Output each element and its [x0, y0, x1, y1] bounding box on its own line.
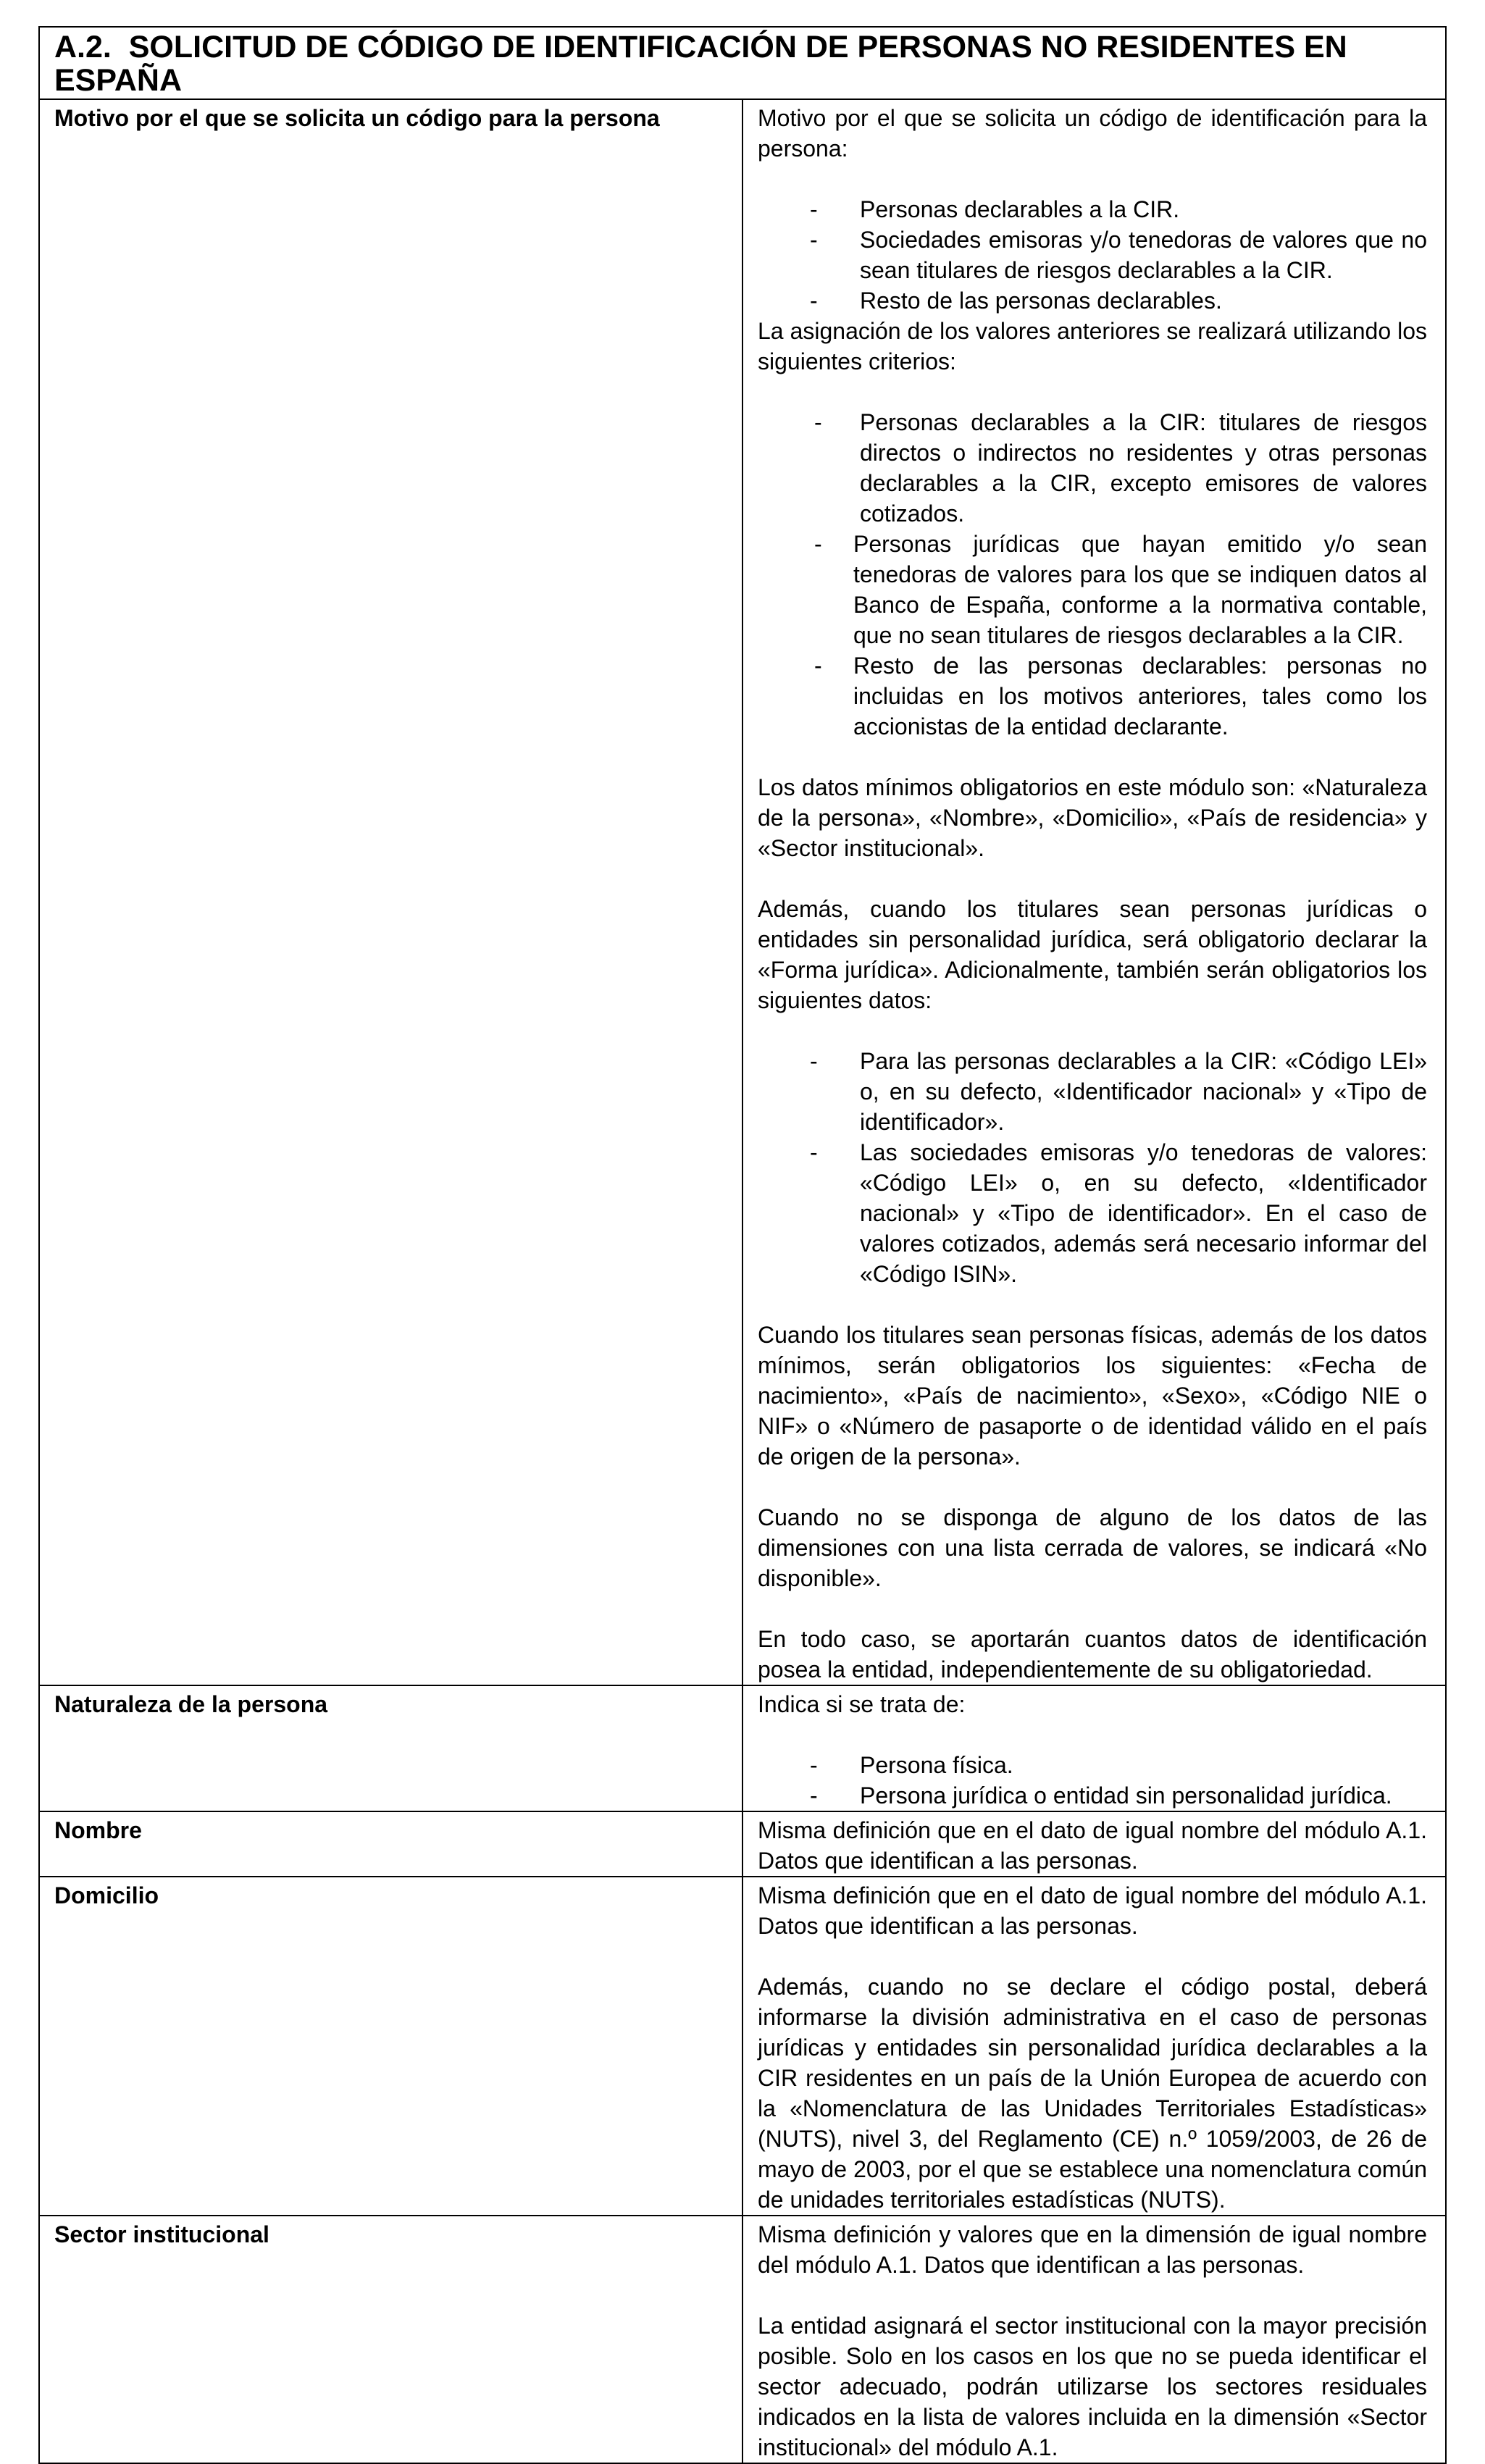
nombre-text: Misma definición que en el dato de igual nombre del módulo A.1. Datos que identifican a las personas.: [758, 1817, 1427, 1874]
all-cases-paragraph: En todo caso, se aportarán cuantos datos de identificación posea la entidad, independientemente de su obligatoriedad.: [758, 1626, 1427, 1683]
naturaleza-intro: Indica si se trata de:: [758, 1691, 966, 1717]
list-item: - Resto de las personas declarables.: [758, 285, 1427, 316]
list-item: - Personas jurídicas que hayan emitido y/o sean tenedoras de valores para los que se indiquen datos al Banco de España, conforme a la normativa contable, que no sean titulares de riesgos declarables a la CIR.: [758, 529, 1427, 650]
table-row: [39, 1877, 1446, 2216]
table-row: [39, 1685, 1446, 1811]
list-item: - Persona física.: [758, 1750, 1427, 1780]
row-label-domicilio: Domicilio: [39, 1877, 742, 2216]
domicilio-text-2: Además, cuando no se declare el código postal, deberá informarse la división administrativa en el caso de personas jurídicas y entidades sin personalidad jurídica declarables a la CIR residentes en un país de la Unión Europea de acuerdo con la «Nomenclatura de las Unidades Territoriales Estadísticas» (NUTS), nivel 3, del Reglamento (CE) n.º 1059/2003, de 26 de mayo de 2003, por el que se establece una nomenclatura común de unidades territoriales estadísticas (NUTS).: [758, 1974, 1427, 2213]
motivo-intro: Motivo por el que se solicita un código de identificación para la persona:: [758, 105, 1427, 162]
naturaleza-list: [758, 1750, 1427, 1811]
row-content-motivo: [742, 99, 1446, 1685]
list-item: - Personas declarables a la CIR: titulares de riesgos directos o indirectos no residentes y otras personas declarables a la CIR, excepto emisores de valores cotizados.: [758, 407, 1427, 529]
criteria-intro: La asignación de los valores anteriores se realizará utilizando los siguientes criterios:: [758, 318, 1427, 374]
criteria-list: [758, 407, 1427, 742]
list-item: - Las sociedades emisoras y/o tenedoras de valores: «Código LEI» o, en su defecto, «Identificador nacional» y «Tipo de identificador». En el caso de valores cotizados, además será necesario informar del «Código ISIN».: [758, 1137, 1427, 1289]
table-row: [39, 1811, 1446, 1877]
table-header-row: [39, 27, 1446, 99]
row-content-domicilio: [742, 1877, 1446, 2216]
list-item: - Resto de las personas declarables: personas no incluidas en los motivos anteriores, tales como los accionistas de la entidad declarante.: [758, 650, 1427, 742]
list-item: - Para las personas declarables a la CIR: «Código LEI» o, en su defecto, «Identificador nacional» y «Tipo de identificador».: [758, 1046, 1427, 1137]
list-item: - Personas declarables a la CIR.: [758, 194, 1427, 225]
definition-table: [38, 26, 1447, 2464]
not-available-paragraph: Cuando no se disponga de alguno de los datos de las dimensiones con una lista cerrada de valores, se indicará «No disponible».: [758, 1504, 1427, 1591]
list-item: - Sociedades emisoras y/o tenedoras de valores que no sean titulares de riesgos declarables a la CIR.: [758, 225, 1427, 285]
legal-items-list: [758, 1046, 1427, 1289]
row-content-sector: [742, 2216, 1446, 2463]
row-label-motivo: Motivo por el que se solicita un código para la persona: [39, 99, 742, 1685]
row-label-sector: Sector institucional: [39, 2216, 742, 2463]
legal-entities-paragraph: Además, cuando los titulares sean personas jurídicas o entidades sin personalidad jurídica, será obligatorio declarar la «Forma jurídica». Adicionalmente, también serán obligatorios los siguientes datos:: [758, 896, 1427, 1013]
natural-persons-paragraph: Cuando los titulares sean personas físicas, además de los datos mínimos, serán obligatorios los siguientes: «Fecha de nacimiento», «País de nacimiento», «Sexo», «Código NIE o NIF» o «Número de pasaporte o de identidad válido en el país de origen de la persona».: [758, 1322, 1427, 1470]
motivo-list: [758, 194, 1427, 316]
row-content-nombre: [742, 1811, 1446, 1877]
min-data-paragraph: Los datos mínimos obligatorios en este módulo son: «Naturaleza de la persona», «Nombre», «Domicilio», «País de residencia» y «Sector institucional».: [758, 774, 1427, 861]
domicilio-text: Misma definición que en el dato de igual nombre del módulo A.1. Datos que identifican a las personas.: [758, 1882, 1427, 1939]
table-row: [39, 99, 1446, 1685]
table-row: [39, 2216, 1446, 2463]
list-item: - Persona jurídica o entidad sin personalidad jurídica.: [758, 1780, 1427, 1811]
sector-text-2: La entidad asignará el sector institucional con la mayor precisión posible. Solo en los casos en los que no se pueda identificar el sector adecuado, podrán utilizarse los sectores residuales indicados en la lista de valores incluida en la dimensión «Sector institucional» del módulo A.1.: [758, 2313, 1427, 2460]
row-content-naturaleza: [742, 1685, 1446, 1811]
sector-text: Misma definición y valores que en la dimensión de igual nombre del módulo A.1. Datos que identifican a las personas.: [758, 2221, 1427, 2278]
section-title: A.2. SOLICITUD DE CÓDIGO DE IDENTIFICACIÓN DE PERSONAS NO RESIDENTES EN ESPAÑA: [39, 27, 1446, 99]
row-label-nombre: Nombre: [39, 1811, 742, 1877]
row-label-naturaleza: Naturaleza de la persona: [39, 1685, 742, 1811]
